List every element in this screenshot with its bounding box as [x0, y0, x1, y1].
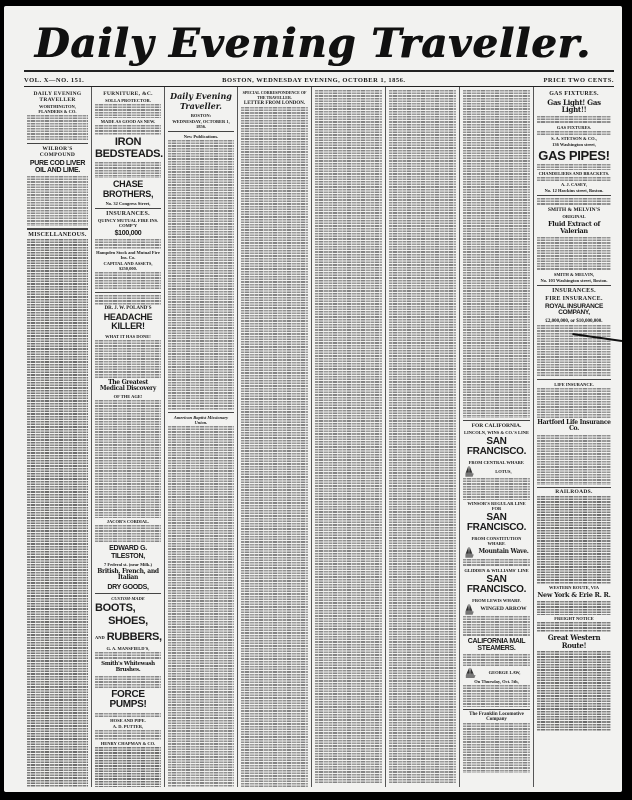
fire-insurance: FIRE INSURANCE. — [545, 295, 603, 302]
san-francisco-ad-3: SAN FRANCISCO. — [466, 573, 527, 596]
smith-melvin: SMITH & MELVIN'S — [547, 207, 601, 214]
quincy-mutual: QUINCY MUTUAL FIRE INS. COMP'Y — [97, 217, 159, 228]
headache-killer-ad: HEADACHE KILLER! — [103, 311, 153, 332]
miscellaneous-listings — [27, 239, 88, 787]
column-5-text — [315, 90, 382, 784]
for-california: FOR CALIFORNIA. — [471, 422, 522, 429]
column-8 — [534, 87, 614, 787]
of-the-age: OF THE AGE! — [113, 394, 143, 400]
column-7 — [460, 87, 534, 787]
ship-icon — [463, 604, 475, 615]
boots: BOOTS, — [95, 601, 136, 614]
volume-number: VOL. X—NO. 151. — [24, 76, 85, 84]
hartford-life: Hartford Life Insurance Co. — [537, 418, 611, 433]
chandeliers: CHANDELIERS AND BRACKETS. — [538, 171, 610, 177]
ship-icon — [463, 547, 475, 558]
editorial-text-1 — [168, 140, 234, 410]
line-2: WINSOR'S REGULAR LINE FOR — [467, 500, 526, 511]
gas-fixtures-sub: GAS FIXTURES. — [556, 124, 592, 130]
correspondence-header: SPECIAL CORRESPONDENCE OF THE TRAVELLER. — [242, 90, 307, 100]
royal-insurance: ROYAL INSURANCE COMPANY, — [545, 302, 603, 317]
column-5 — [312, 87, 386, 787]
wharf-1: FROM CENTRAL WHARF. — [468, 459, 525, 465]
valerian-ad: Fluid Extract of Valerian — [547, 220, 601, 235]
ship-lotus: LOTUS, — [495, 468, 512, 474]
western-route: WESTERN ROUTE, VIA — [548, 585, 600, 591]
ship-mountain-wave: Mountain Wave. — [478, 548, 529, 556]
column-4 — [238, 87, 312, 787]
miscellaneous-section: MISCELLANEOUS. — [28, 232, 87, 239]
steamer-date: On Thursday, Oct. 5th, — [474, 679, 519, 685]
san-francisco-ad-2: SAN FRANCISCO. — [466, 511, 527, 534]
editorial-date: WEDNESDAY, OCTOBER 1, 1856. — [172, 119, 230, 129]
ship-winged-arrow: WINGED ARROW — [480, 606, 527, 613]
dr-poland: DR. J. W. POLAND'S — [104, 305, 152, 311]
custom-made: CUSTOM-MADE — [111, 595, 145, 601]
stetson-address: 136 Washington street, — [552, 141, 596, 147]
steamship-icon — [463, 667, 477, 678]
medical-discovery: The Greatest Medical Discovery — [99, 378, 157, 393]
hampden-capital: CAPITAL AND ASSETS, $250,000. — [103, 261, 153, 272]
ship-icon — [463, 466, 475, 477]
what-it-has-done: WHAT IT HAS DONE! — [105, 333, 151, 339]
chase-brothers: CHASE BROTHERS, — [102, 179, 154, 199]
whitewash-brushes: Smith's Whitewash Brushes. — [101, 661, 155, 674]
quincy-capital: $100,000 — [114, 229, 142, 237]
insurances-section: INSURANCES. — [106, 210, 150, 217]
column-6 — [386, 87, 460, 787]
freight-notice: FREIGHT NOTICE — [554, 616, 594, 622]
great-western-route: Great Western Route! — [547, 633, 601, 650]
line-3: GLIDDEN & WILLIAMS' LINE — [464, 567, 529, 573]
hose-and-pipe: HOSE AND PIPE. — [110, 717, 146, 723]
newspaper-page — [4, 6, 622, 792]
dry-goods: DRY GOODS, — [107, 583, 149, 591]
cod-liver-oil-text — [27, 176, 88, 226]
insurances-section-2: INSURANCES. — [552, 287, 596, 294]
editorial-city: BOSTON: — [190, 113, 212, 118]
jacobs-cordial: JACOB'S CORDIAL. — [106, 519, 150, 525]
newspaper-title: Daily Evening Traveller. — [34, 20, 592, 67]
gas-pipes-ad: GAS PIPES! — [538, 147, 610, 163]
column-3 — [165, 87, 238, 787]
column-7-text — [463, 90, 530, 418]
dateline-bar — [24, 74, 614, 86]
letter-from-london: LETTER FROM LONDON. — [243, 101, 306, 106]
iron-bedsteads-ad: IRON BEDSTEADS. — [95, 136, 163, 160]
editorial-paper-name: Daily Evening Traveller. — [170, 91, 232, 111]
gas-fixtures-section: GAS FIXTURES. — [549, 91, 599, 97]
casey-agent: A. J. CASEY, — [561, 182, 587, 188]
made-as-new: MADE AS GOOD AS NEW. — [100, 119, 156, 124]
casey-address: No. 12 Hawkins street, Boston. — [544, 188, 604, 194]
mansfield: G. A. MANSFIELD'S, — [106, 646, 150, 652]
publisher-sub: WORTHINGTON, FLANDERS & CO. — [38, 104, 77, 114]
wharf-2: FROM CONSTITUTION WHARF. — [471, 535, 522, 546]
shoes: SHOES, — [108, 615, 148, 628]
gas-light-headline: Gas Light! Gas Light!! — [547, 98, 601, 115]
railroads-section: RAILROADS. — [555, 489, 593, 496]
henry-chapman: HENRY CHAPMAN & CO. — [100, 740, 156, 746]
and-word: AND — [95, 635, 105, 641]
california-mail-steamers: CALIFORNIA MAIL STEAMERS. — [467, 637, 526, 653]
scan-border-right — [622, 0, 632, 800]
line-1: LINCOLN, WINS & CO.'S LINE — [464, 429, 529, 435]
original: ORIGINAL — [562, 214, 586, 220]
george-law: GEORGE LAW, — [488, 670, 521, 676]
rubbers: RUBBERS, — [106, 630, 162, 643]
life-insurance: LIFE INSURANCE. — [554, 381, 594, 387]
edward-tileston: EDWARD G. TILESTON, — [109, 545, 147, 560]
column-2 — [92, 87, 165, 787]
stetson-firm: S. A. STETSON & CO., — [551, 135, 597, 141]
erie-railroad: New York & Erie R. R. — [537, 591, 611, 600]
smith-melvin-address: No. 103 Washington street, Boston. — [540, 277, 608, 283]
price: PRICE TWO CENTS. — [543, 76, 614, 84]
ad-heading: WILBOR'S COMPOUND — [39, 145, 76, 158]
new-publications-heading: New Publications. — [183, 133, 219, 139]
wharf-3: FROM LEWIS WHARF. — [472, 597, 521, 603]
smith-melvin-2: SMITH & MELVIN, — [553, 271, 595, 277]
san-francisco-ad-1: SAN FRANCISCO. — [466, 435, 527, 458]
masthead-rule — [24, 70, 614, 72]
letter-text — [241, 107, 308, 787]
column-1 — [24, 87, 92, 787]
putter: A. D. PUTTER, — [112, 723, 144, 729]
chase-address: No. 32 Congress Street, — [105, 200, 151, 206]
scan-border-bottom — [0, 792, 632, 800]
force-pumps-ad: FORCE PUMPS! — [109, 688, 147, 711]
publication-date: BOSTON, WEDNESDAY EVENING, OCTOBER 1, 1856. — [222, 76, 406, 84]
terms-text — [27, 115, 88, 141]
franklin-locomotive: The Franklin Locomotive Company — [469, 712, 524, 723]
tileston-address: 7 Federal st. (near Milk.) — [104, 562, 152, 568]
baptist-union-heading: American Baptist Missionary Union. — [173, 414, 229, 425]
goods-origin: British, French, and Italian — [97, 568, 159, 582]
royal-capital: £2,000,000, or $10,000,000. — [545, 319, 603, 325]
sofa-protector: SOLLA PROTECTOR. — [105, 98, 151, 103]
hampden-insurance: Hampden Stock and Mutual Fire Ins. Co. — [96, 250, 160, 261]
furniture-section: FURNITURE, &C. — [103, 91, 153, 97]
editorial-text-2 — [168, 426, 234, 787]
cod-liver-oil-ad: PURE COD LIVER OIL AND LIME. — [29, 159, 86, 175]
columns-container — [24, 87, 614, 787]
publisher-header: DAILY EVENING TRAVELLER — [33, 91, 82, 103]
column-6-text — [389, 90, 456, 784]
